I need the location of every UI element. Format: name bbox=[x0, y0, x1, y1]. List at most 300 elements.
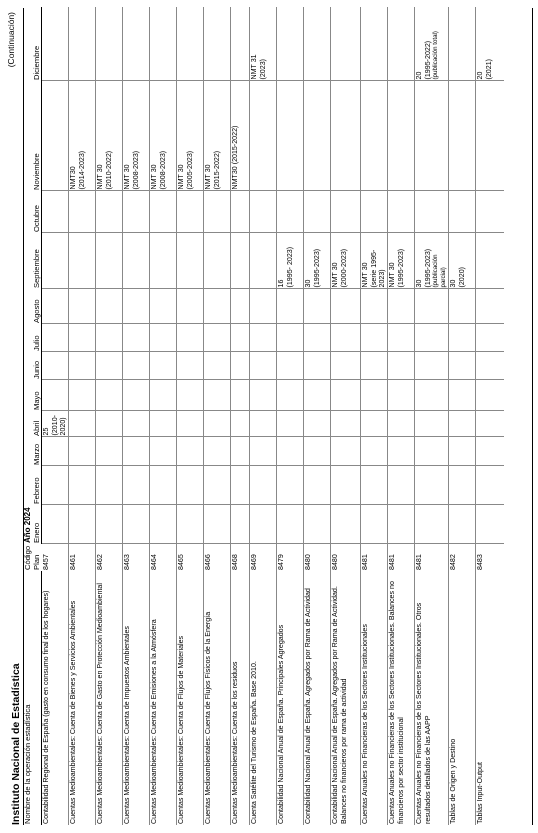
month-cell bbox=[361, 191, 388, 233]
plan-code: 8465 bbox=[177, 544, 204, 571]
month-cell bbox=[250, 233, 277, 289]
month-cell bbox=[123, 380, 150, 411]
month-cell bbox=[277, 380, 304, 411]
operation-name: Cuentas Medioambientales: Cuenta de Impuestos Ambientales bbox=[123, 571, 150, 825]
month-cell bbox=[150, 352, 177, 380]
month-cell bbox=[204, 505, 231, 544]
month-cell bbox=[42, 191, 69, 233]
table-row bbox=[150, 7, 177, 825]
plan-code: 8461 bbox=[69, 544, 96, 571]
table-row bbox=[476, 7, 504, 825]
month-cell bbox=[250, 289, 277, 324]
cell-line: 25 bbox=[42, 427, 51, 436]
month-header-3: Abril bbox=[33, 411, 42, 437]
month-cell bbox=[96, 411, 123, 437]
month-header-9: Octubre bbox=[33, 191, 42, 233]
month-cell bbox=[388, 380, 415, 411]
month-cell bbox=[177, 437, 204, 466]
cell-line: NMT 30 bbox=[96, 164, 105, 190]
month-cell bbox=[150, 380, 177, 411]
month-cell bbox=[415, 289, 449, 324]
month-cell bbox=[123, 324, 150, 352]
month-header-0: Enero bbox=[33, 505, 42, 544]
month-cell bbox=[204, 233, 231, 289]
month-cell bbox=[42, 466, 69, 505]
table-row bbox=[361, 7, 388, 825]
schedule-table bbox=[24, 7, 504, 825]
month-cell bbox=[476, 81, 504, 191]
plan-code: 8479 bbox=[277, 544, 304, 571]
month-cell bbox=[415, 466, 449, 505]
month-cell bbox=[250, 191, 277, 233]
table-row bbox=[449, 7, 476, 825]
cell-line: NMT 30 bbox=[177, 164, 186, 190]
month-cell bbox=[361, 380, 388, 411]
month-cell bbox=[204, 411, 231, 437]
month-cell bbox=[69, 289, 96, 324]
cell-line: 30 bbox=[415, 279, 424, 288]
month-cell bbox=[231, 81, 250, 191]
month-cell bbox=[250, 324, 277, 352]
month-cell bbox=[415, 437, 449, 466]
month-cell bbox=[331, 191, 361, 233]
month-cell bbox=[415, 7, 449, 81]
month-header-2: Marzo bbox=[33, 437, 42, 466]
month-cell bbox=[449, 411, 476, 437]
month-cell bbox=[42, 7, 69, 81]
month-cell bbox=[231, 289, 250, 324]
month-cell bbox=[177, 466, 204, 505]
month-cell bbox=[277, 324, 304, 352]
month-cell bbox=[277, 352, 304, 380]
name-header: Nombre de la operación estadística bbox=[23, 704, 32, 824]
cell-line: NMT 30 bbox=[361, 262, 370, 288]
cell-line: (1995-2022) bbox=[423, 40, 432, 80]
month-cell bbox=[449, 437, 476, 466]
month-cell bbox=[449, 352, 476, 380]
month-cell bbox=[331, 380, 361, 411]
month-cell bbox=[415, 505, 449, 544]
month-cell bbox=[476, 191, 504, 233]
month-cell bbox=[277, 505, 304, 544]
month-cell bbox=[177, 7, 204, 81]
operation-name: Contabilidad Nacional Anual de España. Agregados por Rama de Actividad. Balances no financieros por rama de actividad bbox=[331, 571, 361, 825]
month-cell bbox=[150, 289, 177, 324]
month-cell bbox=[123, 191, 150, 233]
month-cell bbox=[42, 411, 69, 437]
code-header: Código Plan bbox=[23, 545, 41, 570]
month-cell bbox=[69, 81, 96, 191]
cell-line: 30 bbox=[304, 279, 313, 288]
month-cell bbox=[415, 352, 449, 380]
month-cell bbox=[177, 352, 204, 380]
month-cell bbox=[96, 233, 123, 289]
month-cell bbox=[388, 81, 415, 191]
cell-line: NMT 30 bbox=[150, 164, 159, 190]
page-title: Instituto Nacional de Estadística bbox=[10, 663, 22, 825]
table-body bbox=[42, 7, 504, 825]
continuation-label: (Continuación) bbox=[6, 12, 16, 68]
month-cell bbox=[231, 411, 250, 437]
month-cell bbox=[69, 7, 96, 81]
cell-line: NMT 30 bbox=[204, 164, 213, 190]
cell-line: NMT 30 bbox=[123, 164, 132, 190]
month-cell bbox=[388, 411, 415, 437]
month-cell bbox=[361, 7, 388, 81]
month-cell bbox=[123, 233, 150, 289]
cell-line: NMT 30 bbox=[388, 262, 397, 288]
month-cell bbox=[231, 233, 250, 289]
month-cell bbox=[277, 233, 304, 289]
plan-code: 8481 bbox=[415, 544, 449, 571]
cell-line: NMT30 bbox=[69, 166, 78, 190]
month-cell bbox=[177, 324, 204, 352]
operation-name: Contabilidad Nacional Anual de España. Agregados por Rama de Actividad bbox=[304, 571, 331, 825]
month-cell bbox=[415, 233, 449, 289]
month-cell bbox=[331, 7, 361, 81]
month-cell bbox=[69, 233, 96, 289]
month-cell bbox=[96, 437, 123, 466]
month-cell bbox=[388, 437, 415, 466]
month-cell bbox=[150, 411, 177, 437]
month-cell bbox=[476, 380, 504, 411]
month-cell bbox=[42, 233, 69, 289]
month-cell bbox=[449, 380, 476, 411]
month-cell bbox=[476, 505, 504, 544]
month-cell bbox=[177, 411, 204, 437]
month-cell bbox=[150, 81, 177, 191]
month-header-7: Agosto bbox=[33, 289, 42, 324]
cell-line: (1995-2023) bbox=[423, 248, 432, 288]
month-cell bbox=[96, 324, 123, 352]
month-cell bbox=[231, 352, 250, 380]
month-cell bbox=[177, 380, 204, 411]
bottom-rule bbox=[532, 8, 533, 825]
month-cell bbox=[42, 437, 69, 466]
cell-line: (2008-2023) bbox=[131, 150, 140, 190]
month-cell bbox=[177, 191, 204, 233]
month-cell bbox=[177, 289, 204, 324]
month-cell bbox=[304, 466, 331, 505]
month-cell bbox=[69, 324, 96, 352]
plan-code: 8483 bbox=[476, 554, 485, 570]
month-cell bbox=[388, 466, 415, 505]
month-cell bbox=[331, 505, 361, 544]
cell-line: NMT 31 bbox=[250, 54, 259, 80]
month-cell bbox=[150, 7, 177, 81]
month-cell bbox=[388, 7, 415, 81]
month-cell bbox=[415, 324, 449, 352]
month-cell bbox=[415, 191, 449, 233]
month-cell bbox=[476, 437, 504, 466]
month-cell bbox=[277, 437, 304, 466]
name-header-spacer bbox=[33, 571, 42, 825]
year-header: Año 2024 bbox=[23, 507, 32, 543]
operation-name: Tablas de Origen y Destino bbox=[449, 571, 476, 825]
month-cell bbox=[361, 289, 388, 324]
cell-line: 20 bbox=[476, 71, 485, 80]
month-cell bbox=[304, 324, 331, 352]
month-cell bbox=[96, 289, 123, 324]
month-cell bbox=[361, 411, 388, 437]
operation-name: Cuentas Medioambientales: Cuenta de Bienes y Servicios Ambientales bbox=[69, 571, 96, 825]
month-cell bbox=[96, 191, 123, 233]
cell-line: (2005-2023) bbox=[185, 150, 194, 190]
month-cell bbox=[96, 81, 123, 191]
month-cell bbox=[331, 352, 361, 380]
cell-line: (2010-2020) bbox=[50, 414, 67, 436]
month-cell bbox=[204, 81, 231, 191]
month-cell bbox=[277, 466, 304, 505]
month-header-4: Mayo bbox=[33, 380, 42, 411]
month-cell bbox=[449, 324, 476, 352]
operation-name: Cuentas Anuales no Financieras de los Sectores Institucionales. Balances no financieros por sector institucional bbox=[388, 571, 415, 825]
operation-name: Contabilidad Nacional Anual de España. Principales Agregados bbox=[277, 571, 304, 825]
month-cell bbox=[150, 466, 177, 505]
month-cell bbox=[304, 437, 331, 466]
month-cell bbox=[42, 81, 69, 191]
month-cell bbox=[69, 411, 96, 437]
cell-line: (1995- 2023) bbox=[285, 246, 294, 288]
month-cell bbox=[231, 380, 250, 411]
table-row bbox=[277, 7, 304, 825]
month-cell bbox=[388, 233, 415, 289]
month-cell bbox=[449, 466, 476, 505]
table-row bbox=[331, 7, 361, 825]
table-row bbox=[42, 7, 69, 825]
operation-name: Contabilidad Regional de España (gasto en consumo final de los hogares) bbox=[42, 571, 69, 825]
month-cell bbox=[449, 233, 476, 289]
month-header-5: Junio bbox=[33, 352, 42, 380]
month-cell bbox=[69, 380, 96, 411]
month-cell bbox=[42, 289, 69, 324]
month-cell bbox=[476, 289, 504, 324]
month-cell bbox=[331, 466, 361, 505]
month-cell bbox=[231, 324, 250, 352]
month-cell bbox=[304, 505, 331, 544]
cell-line: (2014-2023) bbox=[77, 150, 86, 190]
month-cell bbox=[42, 324, 69, 352]
cell-line: 20 bbox=[415, 71, 424, 80]
cell-line: (2008-2023) bbox=[158, 150, 167, 190]
month-cell bbox=[331, 81, 361, 191]
month-cell bbox=[304, 7, 331, 81]
month-cell bbox=[69, 466, 96, 505]
cell-line: (2000-2023) bbox=[339, 248, 348, 288]
month-cell bbox=[96, 352, 123, 380]
table-row bbox=[96, 7, 123, 825]
month-cell bbox=[277, 81, 304, 191]
month-cell bbox=[277, 289, 304, 324]
month-cell bbox=[250, 505, 277, 544]
table-row bbox=[204, 7, 231, 825]
table-row bbox=[231, 7, 250, 825]
month-cell bbox=[150, 191, 177, 233]
month-cell bbox=[42, 352, 69, 380]
month-cell bbox=[123, 289, 150, 324]
table-row bbox=[388, 7, 415, 825]
operation-name: Cuentas Anuales no Financieras de los Sectores Institucionales bbox=[361, 571, 388, 825]
month-header-10: Noviembre bbox=[33, 81, 42, 191]
cell-line: 16 bbox=[277, 279, 286, 288]
month-cell bbox=[177, 505, 204, 544]
month-cell bbox=[250, 466, 277, 505]
month-cell bbox=[388, 505, 415, 544]
month-cell bbox=[204, 191, 231, 233]
plan-code: 8466 bbox=[204, 544, 231, 571]
month-cell bbox=[476, 7, 504, 81]
plan-code: 8463 bbox=[123, 544, 150, 571]
operation-name: Tablas Input-Output bbox=[476, 762, 485, 824]
month-cell bbox=[150, 233, 177, 289]
month-cell bbox=[231, 505, 250, 544]
month-cell bbox=[204, 380, 231, 411]
header-row-1 bbox=[24, 7, 33, 825]
plan-code: 8480 bbox=[331, 544, 361, 571]
month-cell bbox=[250, 411, 277, 437]
month-header-6: Julio bbox=[33, 324, 42, 352]
month-cell bbox=[361, 81, 388, 191]
plan-code: 8481 bbox=[388, 544, 415, 571]
month-cell bbox=[123, 505, 150, 544]
month-cell bbox=[331, 411, 361, 437]
cell-line: (publicación parcial) bbox=[432, 254, 447, 288]
month-cell bbox=[96, 505, 123, 544]
month-cell bbox=[231, 466, 250, 505]
month-cell bbox=[42, 505, 69, 544]
cell-line: (publicación total) bbox=[432, 31, 439, 80]
header-row-2 bbox=[33, 7, 42, 825]
month-cell bbox=[96, 466, 123, 505]
month-cell bbox=[231, 7, 250, 81]
month-cell bbox=[449, 81, 476, 191]
month-cell bbox=[476, 324, 504, 352]
operation-name: Cuentas Medioambientales: Cuenta de Flujos de Materiales bbox=[177, 571, 204, 825]
month-cell bbox=[231, 191, 250, 233]
table-row bbox=[69, 7, 96, 825]
cell-line: (1995-2023) bbox=[396, 248, 405, 288]
plan-code: 8480 bbox=[304, 544, 331, 571]
table-row bbox=[250, 7, 277, 825]
month-cell bbox=[476, 233, 504, 289]
month-cell bbox=[69, 437, 96, 466]
month-cell bbox=[361, 233, 388, 289]
month-cell bbox=[150, 324, 177, 352]
month-cell bbox=[361, 505, 388, 544]
month-cell bbox=[277, 411, 304, 437]
month-cell bbox=[123, 7, 150, 81]
table-row bbox=[415, 7, 449, 825]
month-cell bbox=[96, 380, 123, 411]
month-header-8: Septiembre bbox=[33, 233, 42, 289]
month-cell bbox=[361, 466, 388, 505]
month-cell bbox=[204, 289, 231, 324]
month-cell bbox=[96, 7, 123, 81]
plan-code: 8462 bbox=[96, 544, 123, 571]
month-cell bbox=[250, 380, 277, 411]
month-cell bbox=[449, 7, 476, 81]
operation-name: Cuentas Anuales no Financieras de los Sectores Institucionales. Otros resultados detallados de las AAPP bbox=[415, 571, 449, 825]
month-cell bbox=[304, 191, 331, 233]
month-cell bbox=[304, 289, 331, 324]
month-header-11: Diciembre bbox=[33, 7, 42, 81]
month-cell bbox=[361, 437, 388, 466]
month-cell bbox=[476, 411, 504, 437]
month-cell bbox=[415, 81, 449, 191]
cell-line: (2021) bbox=[484, 58, 493, 80]
plan-code: 8457 bbox=[42, 544, 69, 571]
month-cell bbox=[123, 437, 150, 466]
cell-line: (2020) bbox=[457, 266, 466, 288]
month-cell bbox=[150, 505, 177, 544]
month-cell bbox=[476, 352, 504, 380]
plan-code: 8469 bbox=[250, 544, 277, 571]
month-cell bbox=[123, 411, 150, 437]
month-cell bbox=[388, 324, 415, 352]
cell-line: (2015-2022) bbox=[212, 150, 221, 190]
table-row bbox=[177, 7, 204, 825]
month-cell bbox=[388, 191, 415, 233]
month-cell bbox=[331, 233, 361, 289]
table-row bbox=[304, 7, 331, 825]
cell-line: (1995-2023) bbox=[312, 248, 321, 288]
month-cell bbox=[449, 289, 476, 324]
plan-code: 8481 bbox=[361, 544, 388, 571]
month-cell bbox=[415, 380, 449, 411]
operation-name: Cuentas Medioambientales: Cuenta de Gasto en Protección Medioambiental bbox=[96, 571, 123, 825]
operation-name: Cuenta Satélite del Turismo de España. Base 2010. bbox=[250, 571, 277, 825]
month-cell bbox=[415, 411, 449, 437]
month-cell bbox=[331, 289, 361, 324]
month-cell bbox=[250, 7, 277, 81]
operation-name: Cuentas Medioambientales: Cuenta de Flujos Físicos de la Energía bbox=[204, 571, 231, 825]
month-cell bbox=[361, 352, 388, 380]
month-cell bbox=[204, 324, 231, 352]
month-cell bbox=[150, 437, 177, 466]
month-cell bbox=[304, 81, 331, 191]
month-cell bbox=[204, 7, 231, 81]
plan-code: 8464 bbox=[150, 544, 177, 571]
month-cell bbox=[231, 437, 250, 466]
month-cell bbox=[250, 81, 277, 191]
cell-line: NMT30 (2015-2022) bbox=[231, 125, 240, 190]
cell-line: (2010-2022) bbox=[104, 150, 113, 190]
month-header-1: Febrero bbox=[33, 466, 42, 505]
cell-line: (2023) bbox=[258, 58, 267, 80]
month-cell bbox=[449, 191, 476, 233]
month-cell bbox=[69, 505, 96, 544]
operation-name: Cuentas Medioambientales: Cuenta de Emisiones a la Atmósfera bbox=[150, 571, 177, 825]
month-cell bbox=[449, 505, 476, 544]
plan-code: 8468 bbox=[231, 544, 250, 571]
month-cell bbox=[42, 380, 69, 411]
operation-name: Cuentas Medioambientales: Cuenta de los residuos bbox=[231, 571, 250, 825]
cell-line: 30 bbox=[449, 279, 458, 288]
month-cell bbox=[177, 81, 204, 191]
cell-line: NMT 30 bbox=[331, 262, 340, 288]
month-cell bbox=[331, 324, 361, 352]
month-cell bbox=[123, 81, 150, 191]
month-cell bbox=[69, 352, 96, 380]
month-cell bbox=[304, 233, 331, 289]
month-cell bbox=[123, 466, 150, 505]
month-cell bbox=[361, 324, 388, 352]
month-cell bbox=[304, 411, 331, 437]
month-cell bbox=[250, 352, 277, 380]
month-cell bbox=[204, 466, 231, 505]
month-cell bbox=[304, 380, 331, 411]
month-cell bbox=[388, 289, 415, 324]
